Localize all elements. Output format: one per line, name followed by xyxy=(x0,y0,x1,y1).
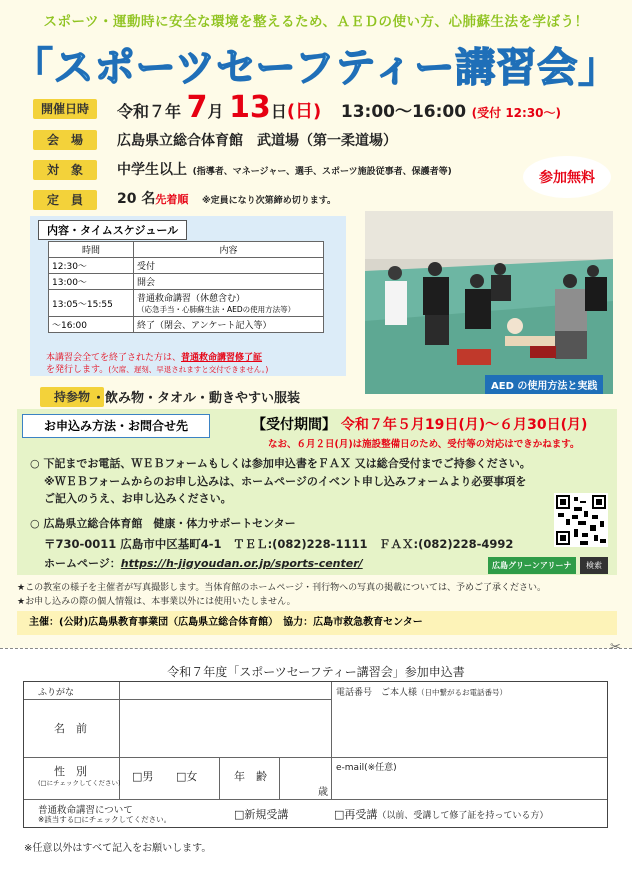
belongings: ・飲み物・タオル・動きやすい服装 xyxy=(92,391,301,406)
schedule-time: 13:05〜15:55 xyxy=(49,290,134,317)
phone-note: （日中繋がるお電話番号） xyxy=(417,688,508,697)
capacity-label: 定 員 xyxy=(33,190,97,210)
table-row xyxy=(49,317,324,333)
table-row xyxy=(49,274,324,290)
date-day: 13 xyxy=(229,90,271,125)
event-date xyxy=(117,90,561,125)
date-weekday: (日) xyxy=(286,101,322,122)
retake-note: （以前、受講して修了証を持っている方） xyxy=(377,811,549,821)
name-field[interactable] xyxy=(120,700,330,756)
date-reception: (受付 12:30〜) xyxy=(471,106,562,120)
contact xyxy=(30,514,513,574)
schedule-time: 〜16:00 xyxy=(49,317,134,333)
period-value: 令和７年５月19日(月)〜６月30日(月) xyxy=(340,417,588,433)
phone-field[interactable] xyxy=(332,698,606,756)
date-month: 7 xyxy=(186,90,208,125)
cut-line xyxy=(0,648,632,649)
belongings-label: 持参物 xyxy=(40,387,104,407)
target xyxy=(117,159,452,179)
aed-training-photo xyxy=(365,211,613,394)
period-note: なお、６月２日(月)は施設整備日のため、受付等の対応はできかねます。 xyxy=(268,439,580,450)
certificate-note-d: (欠席、遅刻、早退されますと交付できません。) xyxy=(108,365,269,374)
schedule-content: 普通救命講習（休憩含む） xyxy=(137,294,246,304)
tagline: スポーツ・運動時に安全な環境を整えるため、ＡＥＤの使い方、心肺蘇生法を学ぼう！ xyxy=(43,14,589,30)
green-arena-logo: 広島グリーンアリーナ xyxy=(488,557,576,574)
target-main: 中学生以上 xyxy=(117,162,187,178)
date-day-unit: 日 xyxy=(270,102,287,121)
course-note: ※該当する□にチェックしてください。 xyxy=(38,815,172,824)
target-note: (指導者、マネージャー、選手、スポーツ施設従事者、保護者等) xyxy=(192,167,452,177)
schedule-header-content: 内容 xyxy=(134,242,324,258)
application-period xyxy=(252,414,587,434)
certificate-name: 普通救命講習修了証 xyxy=(181,353,263,363)
contact-org: ○ 広島県立総合体育館 健康・体力サポートセンター xyxy=(30,517,296,530)
date-label: 開催日時 xyxy=(33,99,97,119)
application-instructions xyxy=(30,455,531,508)
instruction-3: ご記入のうえ、お申し込みください。 xyxy=(44,492,232,505)
schedule-content-cell xyxy=(134,290,324,317)
certificate-note-2 xyxy=(46,362,268,375)
capacity-note: ※定員になり次第締め切ります。 xyxy=(201,196,336,206)
email-field[interactable] xyxy=(332,758,606,798)
table-row xyxy=(49,258,324,274)
schedule-content: 終了（閉会、アンケート記入等） xyxy=(134,317,324,333)
photo-caption: AED の使用方法と実践 xyxy=(485,375,603,394)
application-form xyxy=(23,681,608,828)
certificate-note-a: 本講習会全てを終了された方は、 xyxy=(46,353,182,363)
schedule-content-sub: （応急手当・心肺蘇生法・AEDの使用方法等） xyxy=(137,305,296,314)
schedule-content: 受付 xyxy=(134,258,324,274)
male-checkbox[interactable]: □男 xyxy=(132,770,154,783)
bullet-icon: ○ xyxy=(30,517,44,530)
table-row xyxy=(49,290,324,317)
female-checkbox[interactable]: □女 xyxy=(176,770,198,783)
phone-label: 電話番号 ご本人様（日中繋がるお電話番号） xyxy=(336,688,508,698)
age-label: 年 齢 xyxy=(234,770,267,783)
age-unit: 歳 xyxy=(318,787,328,798)
certificate-note-c: を発行します。 xyxy=(46,365,109,375)
bullet-icon: ○ xyxy=(30,457,44,470)
schedule-time: 13:00〜 xyxy=(49,274,134,290)
period-label: 【受付期間】 xyxy=(252,417,336,433)
hp-label: ホームページ： xyxy=(44,557,121,570)
search-button[interactable]: 検索 xyxy=(580,557,608,574)
form-footer: ※任意以外はすべて記入をお願いします。 xyxy=(24,843,212,854)
new-course-checkbox[interactable]: □新規受講 xyxy=(234,808,289,821)
contact-address: 〒730-0011 広島市中区基町4-1 ＴＥＬ:(082)228-1111 ＦＡＸ:(082)228-4992 xyxy=(44,537,514,551)
instruction-2: ※ＷＥＢフォームからのお申し込みは、ホームページのイベント申し込みフォームより必要事項を xyxy=(44,474,527,488)
venue: 広島県立総合体育館 武道場（第一柔道場） xyxy=(117,133,397,149)
schedule-time: 12:30〜 xyxy=(49,258,134,274)
date-year: 令和７年 xyxy=(117,102,182,121)
hp-link[interactable]: https://h-jigyoudan.or.jp/sports-center/ xyxy=(120,557,363,570)
scissors-icon: ✂ xyxy=(610,640,621,655)
schedule-title: 内容・タイムスケジュール xyxy=(38,220,187,240)
date-month-unit: 月 xyxy=(207,102,224,121)
capacity-first: 先着順 xyxy=(155,193,189,206)
free-badge-label: 参加無料 xyxy=(539,170,595,186)
form-title: 令和７年度「スポーツセーフティー講習会」参加申込書 xyxy=(167,665,465,679)
target-label: 対 象 xyxy=(33,160,97,180)
notice-privacy: ★お申し込みの際の個人情報は、本事業以外には使用いたしません。 xyxy=(17,597,296,607)
schedule-header-time: 時間 xyxy=(49,242,134,258)
retake-checkbox[interactable]: □再受講（以前、受講して修了証を持っている方） xyxy=(334,808,549,821)
qr-code-icon xyxy=(554,493,608,547)
capacity xyxy=(117,188,336,208)
date-time: 13:00〜16:00 xyxy=(340,102,467,122)
furigana-label: ふりがな xyxy=(38,688,75,698)
instruction-1: ○ 下記までお電話、ＷＥＢフォームもしくは参加申込書をＦＡＸ 又は総合受付までご持参ください。 xyxy=(30,457,531,470)
notice-photo: ★この教室の様子を主催者が写真撮影します。当体育館のホームページ・刊行物への写真の掲載については、予めご了承ください。 xyxy=(17,583,546,593)
contact-hp xyxy=(30,554,513,574)
schedule-table xyxy=(48,241,324,333)
gender-note: (□にチェックしてください) xyxy=(38,779,121,787)
capacity-number: 20 名 xyxy=(117,191,156,207)
application-title: お申込み方法・お問合せ先 xyxy=(22,414,210,438)
email-label: e-mail(※任意) xyxy=(336,763,397,773)
sponsor: 主催：(公財)広島県教育事業団（広島県立総合体育館） 協力：広島市救急教育センター xyxy=(17,611,617,635)
course-label: 普通救命講習について xyxy=(38,805,133,816)
gender-label: 性 別 xyxy=(54,765,87,778)
venue-label: 会 場 xyxy=(33,130,97,150)
page-title: 「スポーツセーフティー講習会」 xyxy=(12,45,620,91)
name-label: 名 前 xyxy=(54,722,87,735)
schedule-content: 開会 xyxy=(134,274,324,290)
